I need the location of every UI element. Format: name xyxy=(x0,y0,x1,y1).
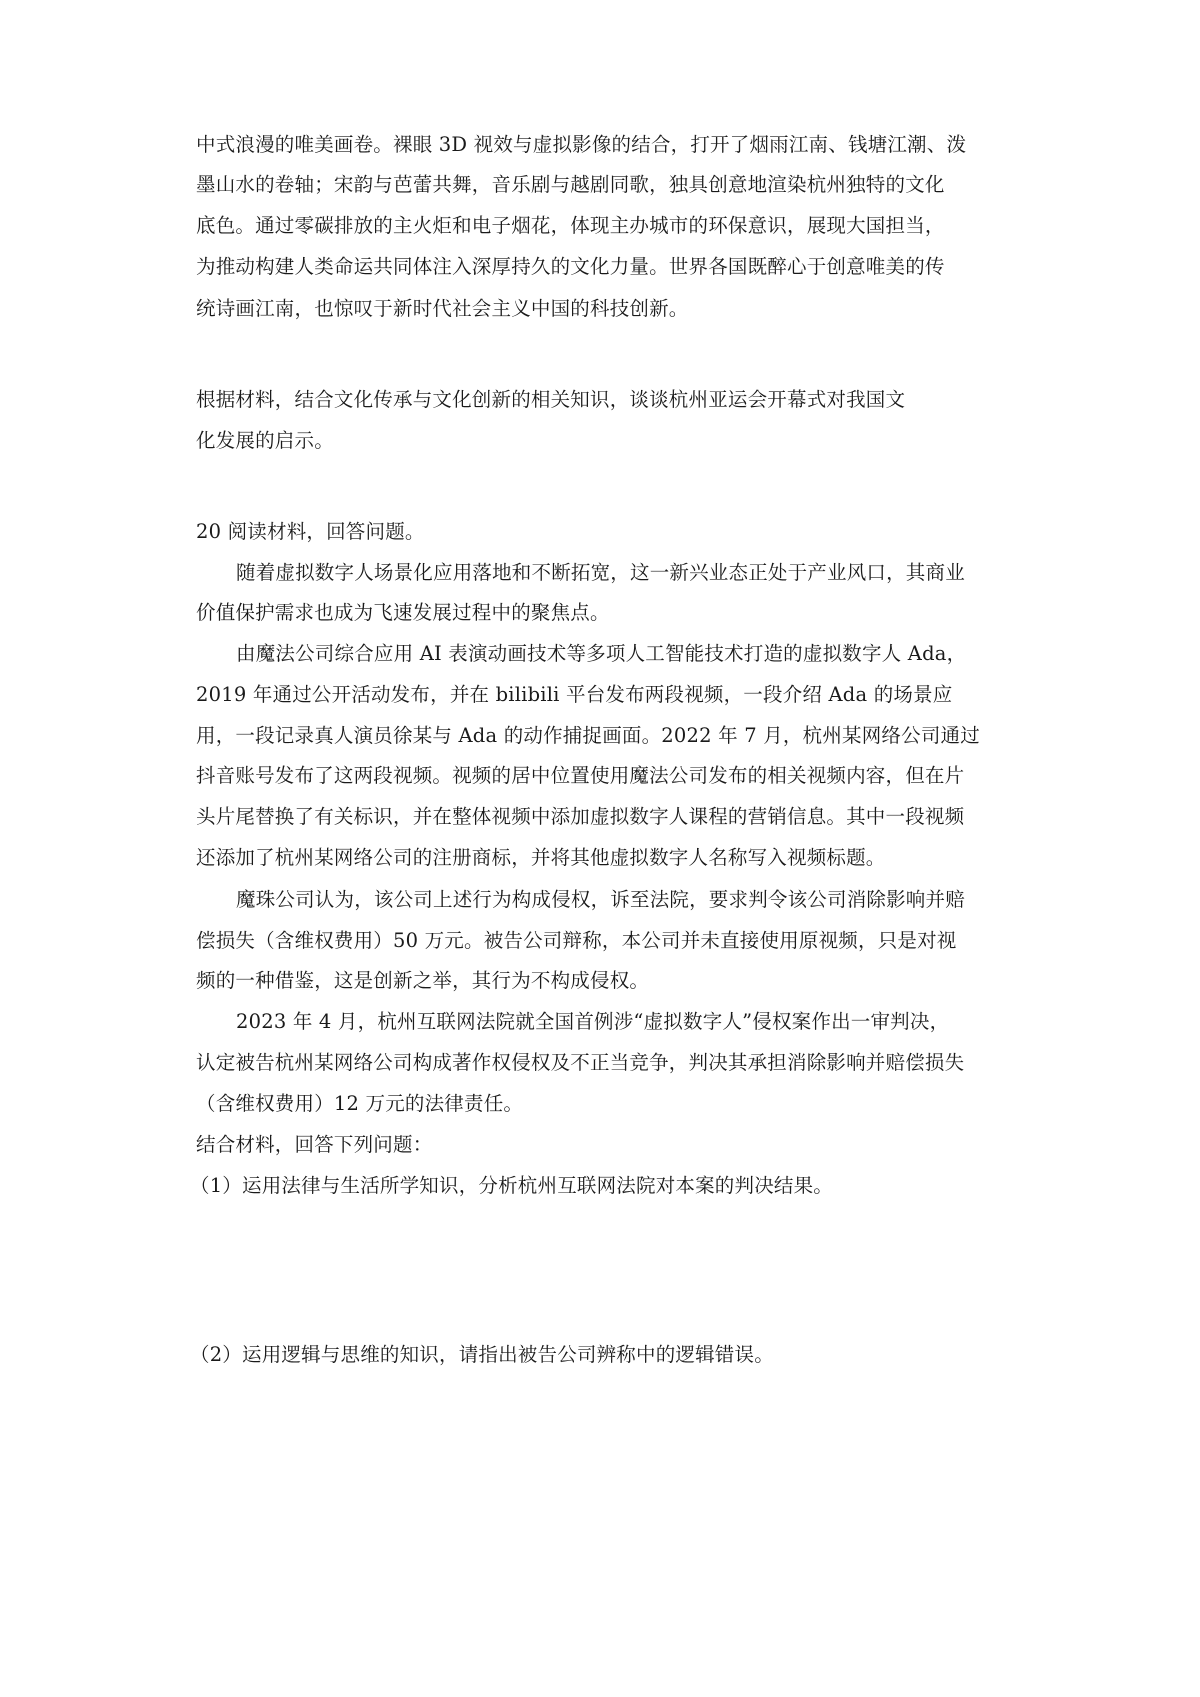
material-line: 抖音账号发布了这两段视频。视频的居中位置使用魔法公司发布的相关视频内容，但在片 xyxy=(196,764,965,787)
material-line: 认定被告杭州某网络公司构成著作权侵权及不正当竞争，判决其承担消除影响并赔偿损失 xyxy=(196,1051,965,1074)
material-line: 随着虚拟数字人场景化应用落地和不断拓宽，这一新兴业态正处于产业风口，其商业 xyxy=(236,561,965,584)
material-line: 价值保护需求也成为飞速发展过程中的聚焦点。 xyxy=(196,601,610,624)
material-line: 头片尾替换了有关标识，并在整体视频中添加虚拟数字人课程的营销信息。其中一段视频 xyxy=(196,805,965,828)
passage-line: 墨山水的卷轴；宋韵与芭蕾共舞，音乐剧与越剧同歌，独具创意地渲染杭州独特的文化 xyxy=(196,173,945,196)
material-line: 还添加了杭州某网络公司的注册商标，并将其他虚拟数字人名称写入视频标题。 xyxy=(196,846,886,869)
material-line: 由魔法公司综合应用 AI 表演动画技术等多项人工智能技术打造的虚拟数字人 Ada， xyxy=(236,642,967,665)
material-line: （含维权费用）12 万元的法律责任。 xyxy=(196,1092,524,1115)
material-line: 频的一种借鉴，这是创新之举，其行为不构成侵权。 xyxy=(196,969,650,992)
question-line: 化发展的启示。 xyxy=(196,429,334,452)
question-line: 根据材料，结合文化传承与文化创新的相关知识，谈谈杭州亚运会开幕式对我国文 xyxy=(196,388,906,411)
material-line: 2023 年 4 月，杭州互联网法院就全国首例涉“虚拟数字人”侵权案作出一审判决， xyxy=(236,1010,950,1033)
material-line: 用，一段记录真人演员徐某与 Ada 的动作捕捉画面。2022 年 7 月，杭州某网络公司通过 xyxy=(196,724,980,747)
sub-question-1: （1）运用法律与生活所学知识，分析杭州互联网法院对本案的判决结果。 xyxy=(190,1174,834,1197)
material-line: 偿损失（含维权费用）50 万元。被告公司辩称，本公司并未直接使用原视频，只是对视 xyxy=(196,929,957,952)
passage-line: 为推动构建人类命运共同体注入深厚持久的文化力量。世界各国既醉心于创意唯美的传 xyxy=(196,255,945,278)
sub-question-2: （2）运用逻辑与思维的知识，请指出被告公司辨称中的逻辑错误。 xyxy=(190,1343,774,1366)
material-line: 2019 年通过公开活动发布，并在 bilibili 平台发布两段视频，一段介绍 Ada 的场景应 xyxy=(196,683,953,706)
question-heading: 20 阅读材料，回答问题。 xyxy=(196,520,425,543)
passage-line: 底色。通过零碳排放的主火炬和电子烟花，体现主办城市的环保意识，展现大国担当， xyxy=(196,214,945,237)
question-prompt: 结合材料，回答下列问题： xyxy=(196,1133,433,1156)
material-line: 魔珠公司认为，该公司上述行为构成侵权，诉至法院，要求判令该公司消除影响并赔 xyxy=(236,888,965,911)
passage-line: 中式浪漫的唯美画卷。裸眼 3D 视效与虚拟影像的结合，打开了烟雨江南、钱塘江潮、泼 xyxy=(196,133,967,156)
passage-line: 统诗画江南，也惊叹于新时代社会主义中国的科技创新。 xyxy=(196,297,689,320)
